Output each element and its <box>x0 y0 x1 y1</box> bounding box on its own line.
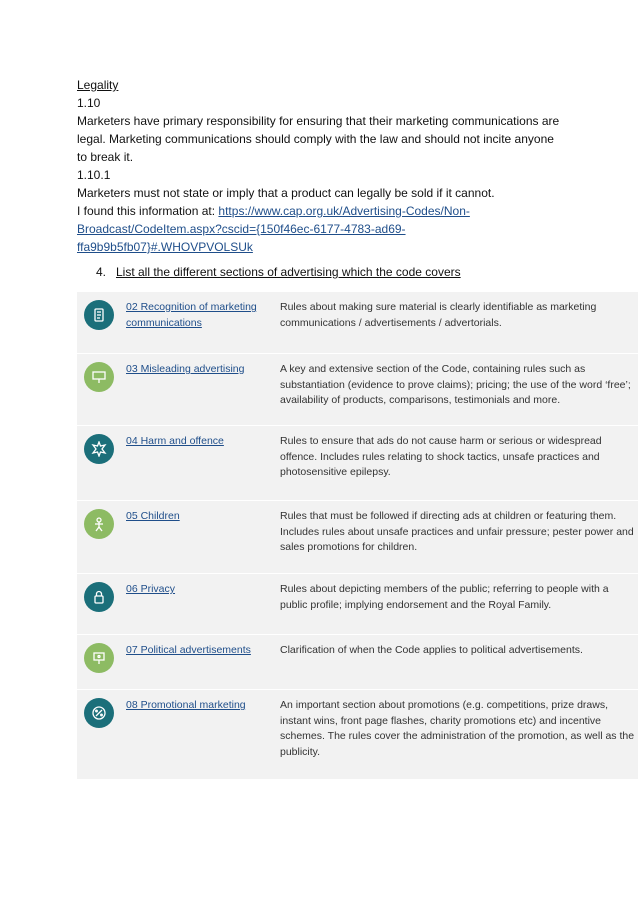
body-text <box>77 76 597 256</box>
section-row <box>77 574 638 635</box>
question-number: 4. <box>96 265 107 279</box>
section-description-line: Clarification of when the Code applies to political advertisements. <box>280 644 583 656</box>
heading-legality: Legality <box>77 78 119 92</box>
child-icon <box>84 509 114 539</box>
code-sections-table <box>77 292 638 780</box>
section-row <box>77 354 638 426</box>
section-name-cell <box>121 574 274 634</box>
clause-number-1-10: 1.10 <box>77 96 101 110</box>
source-prefix: I found this information at: <box>77 204 219 218</box>
section-description-line: schemes. The rules cover the administration of the promotion, as well as the <box>280 730 635 742</box>
source-link-cont[interactable]: ffa9b9b5fb07}#.WHOVPVOLSUk <box>77 240 253 254</box>
source-line <box>77 202 597 220</box>
section-description <box>274 292 638 353</box>
section-icon-cell <box>77 635 121 689</box>
section-icon-cell <box>77 292 121 353</box>
section-description-line: Rules about making sure material is clearly identifiable as marketing <box>280 301 597 313</box>
clause-number-1-10-1: 1.10.1 <box>77 168 111 182</box>
section-row <box>77 635 638 690</box>
source-link[interactable]: https://www.cap.org.uk/Advertising-Codes/Non- <box>218 204 470 218</box>
section-description-line: Rules that must be followed if directing ads at children or featuring them. <box>280 510 617 522</box>
section-name-cell <box>121 501 274 573</box>
section-name-cell <box>121 354 274 425</box>
clause-text-line: legal. Marketing communications should comply with the law and should not incite anyone <box>77 132 554 146</box>
section-description <box>274 426 638 500</box>
section-description-line: publicity. <box>280 745 321 758</box>
question-item <box>96 264 461 280</box>
question-text: List all the different sections of advertising which the code covers <box>116 265 461 279</box>
section-link[interactable]: 07 Political advertisements <box>126 644 251 656</box>
section-row <box>77 501 638 574</box>
badge-icon <box>84 698 114 728</box>
section-link[interactable]: 08 Promotional marketing <box>126 699 246 711</box>
section-icon-cell <box>77 690 121 779</box>
section-description-line: A key and extensive section of the Code, containing rules such as <box>280 363 586 375</box>
section-name-cell <box>121 426 274 500</box>
section-link[interactable]: 06 Privacy <box>126 583 176 595</box>
clause-text-line: to break it. <box>77 150 134 164</box>
section-description-line: sales promotions for children. <box>280 541 418 553</box>
section-icon-cell <box>77 501 121 573</box>
section-description-line: Rules about depicting members of the public; referring to people with a <box>280 583 609 595</box>
section-description <box>274 574 638 634</box>
section-link[interactable]: communications <box>126 316 202 329</box>
section-icon-cell <box>77 426 121 500</box>
section-description-line: An important section about promotions (e.g. competitions, prize draws, <box>280 699 608 711</box>
burst-icon <box>84 434 114 464</box>
source-link-cont[interactable]: Broadcast/CodeItem.aspx?cscid={150f46ec-6177-4783-ad69- <box>77 222 406 236</box>
lock-icon <box>84 582 114 612</box>
section-icon-cell <box>77 574 121 634</box>
section-link[interactable]: 02 Recognition of marketing <box>126 301 257 313</box>
clause-text-line: Marketers must not state or imply that a product can legally be sold if it cannot. <box>77 186 495 200</box>
section-description <box>274 690 638 779</box>
section-row <box>77 292 638 354</box>
section-description-line: photosensitive epilepsy. <box>280 466 391 478</box>
section-icon-cell <box>77 354 121 425</box>
section-description <box>274 635 638 689</box>
billboard-icon <box>84 362 114 392</box>
section-description-line: communications / advertisements / advertorials. <box>280 316 502 329</box>
section-description-line: offence. Includes rules relating to shock tactics, unsafe practices and <box>280 450 600 463</box>
section-description-line: Includes rules about unsafe practices and unfair pressure; pester power and <box>280 525 634 538</box>
section-description <box>274 501 638 573</box>
section-description-line: public profile; implying endorsement and the Royal Family. <box>280 598 552 611</box>
section-name-cell <box>121 635 274 689</box>
section-description-line: instant wins, front page flashes, charity promotions etc) and incentive <box>280 714 601 727</box>
document-icon <box>84 300 114 330</box>
section-name-cell <box>121 690 274 779</box>
section-description-line: availability of products, comparisons, testimonials and more. <box>280 394 561 406</box>
section-row <box>77 690 638 780</box>
section-row <box>77 426 638 501</box>
section-description <box>274 354 638 425</box>
section-description-line: substantiation (evidence to prove claims); pricing; the use of the word ‘free’; <box>280 378 631 391</box>
section-name-cell <box>121 292 274 353</box>
section-link[interactable]: 03 Misleading advertising <box>126 363 245 375</box>
section-link[interactable]: 05 Children <box>126 510 180 522</box>
sign-icon <box>84 643 114 673</box>
section-link[interactable]: 04 Harm and offence <box>126 435 224 447</box>
section-description-line: Rules to ensure that ads do not cause harm or serious or widespread <box>280 435 602 447</box>
clause-text-line: Marketers have primary responsibility for ensuring that their marketing communications are <box>77 114 560 128</box>
